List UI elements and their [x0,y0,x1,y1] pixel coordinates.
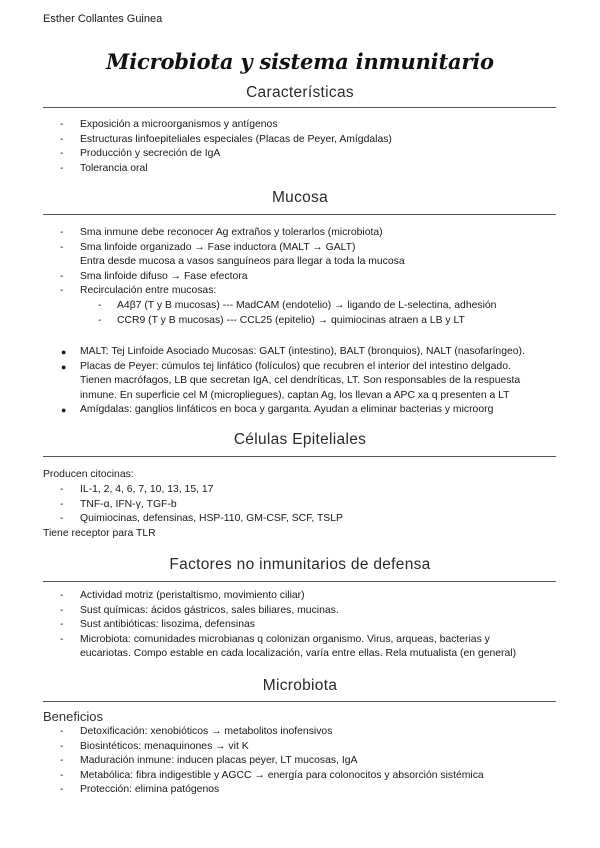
list-item: - IL-1, 2, 4, 6, 7, 10, 13, 15, 17 [60,484,214,495]
list-beneficios [60,725,484,798]
list-item: - Sma linfoide organizado → Fase inductora (MALT → GALT) [60,241,356,253]
list-item: - Tolerancia oral [60,162,148,174]
heading-celulas-epiteliales: Células Epiteliales [233,431,367,448]
divider [43,456,556,457]
list-item: - Sust antibióticas: lisozima, defensinas [60,619,255,631]
bullet-item: ● MALT: Tej Linfoide Asociado Mucosas: GALT (intestino), BALT (bronquios), NALT (nasofaríngeo). [61,346,525,357]
heading-microbiota: Microbiota [262,677,338,694]
author-name: Esther Collantes Guinea [43,13,163,25]
list-item: - Recirculación entre mucosas: [60,285,217,297]
list-item: - Exposición a microorganismos y antígenos [60,119,278,130]
sub-list-item: - A4β7 (T y B mucosas) --- MadCAM (endotelio) → ligando de L-selectina, adhesión [98,299,497,311]
list-item: - Producción y secreción de IgA [60,148,221,160]
sub-list-item: - CCR9 (T y B mucosas) --- CCL25 (epitelio) → quimiocinas atraen a LB y LT [98,314,465,326]
list-mucosa [60,226,497,328]
list-item: - Sma linfoide difuso → Fase efectora [60,270,248,282]
divider [43,701,556,702]
list-item: - Sma inmune debe reconocer Ag extraños y tolerarlos (microbiota) [60,227,383,238]
list-item: - Sust químicas: ácidos gástricos, sales biliares, mucinas. [60,604,339,616]
bullets-mucosa [61,345,525,418]
bullet-item: ● Placas de Peyer: cúmulos tej linfático (folículos) que recubren el interior del intestino delgado. [61,360,511,372]
list-item-continuation: Entra desde mucosa a vasos sanguíneos para llegar a toda la mucosa [80,256,405,268]
list-item: - Detoxificación: xenobióticos → metabolitos inofensivos [60,726,333,737]
list-factores [60,589,517,662]
heading-factores: Factores no inmunitarios de defensa [169,556,431,573]
epiteliales-outro: Tiene receptor para TLR [43,528,156,539]
list-item: - Estructuras linfoepiteliales especiales (Placas de Peyer, Amígdalas) [60,133,392,145]
divider [43,581,556,582]
list-epiteliales [60,483,343,527]
list-item: - Metabólica: fibra indigestible y AGCC → energía para colonocitos y absorción sistémica [60,769,484,781]
list-item-continuation: eucariotas. Compo estable en cada localización, varía entre ellas. Rela mutualista (en general) [80,648,517,660]
bullet-continuation: Tienen macrófagos, LB que secretan IgA, cel dendríticas, LT. Son responsables de la respuesta [80,375,521,387]
bullet-continuation: inmune. En superficie cel M (micropliegues), captan Ag, los llevan a APC xa q presenten a LT [80,389,510,401]
list-item: - Protección: elimina patógenos [60,784,220,796]
document-title: Microbiota y sistema inmunitario [106,49,494,74]
divider [43,107,556,108]
list-item: - Biosintéticos: menaquinones → vit K [60,740,249,752]
heading-mucosa: Mucosa [271,189,329,206]
list-item: - Maduración inmune: inducen placas peyer, LT mucosas, IgA [60,755,358,767]
divider [43,214,556,215]
heading-caracteristicas: Características [246,84,354,101]
list-item: - Actividad motriz (peristaltismo, movimiento ciliar) [60,590,305,601]
subheading-beneficios: Beneficios [43,709,103,724]
bullet-item: ● Amígdalas: ganglios linfáticos en boca y garganta. Ayudan a eliminar bacterias y microorg [61,404,494,416]
list-item: - Quimiocinas, defensinas, HSP-110, GM-CSF, SCF, TSLP [60,513,343,525]
epiteliales-intro: Producen citocinas: [43,469,134,480]
list-caracteristicas [60,118,392,176]
list-item: - Microbiota: comunidades microbianas q colonizan organismo. Virus, arqueas, bacterias y [60,633,490,645]
list-item: - TNF-α, IFN-γ, TGF-b [60,498,177,510]
